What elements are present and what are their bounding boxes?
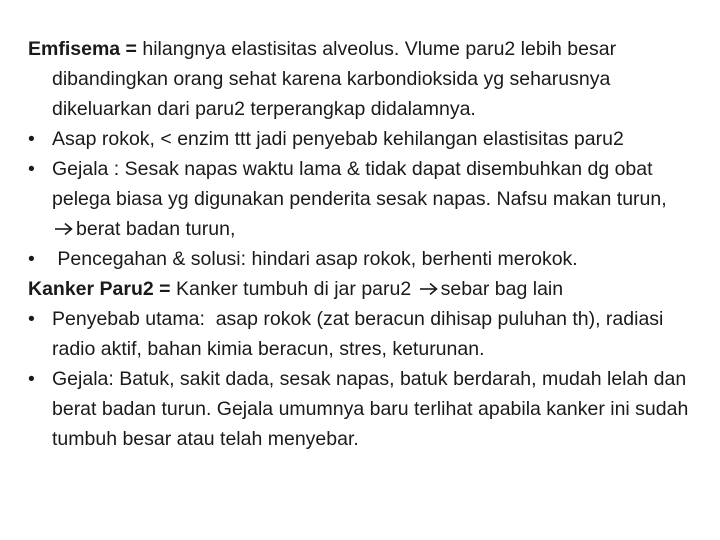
bullet-icon: • — [28, 368, 35, 390]
emfisema-term: Emfisema — [28, 38, 121, 60]
bullet-icon: • — [28, 308, 35, 330]
kanker-separator: = — [153, 278, 176, 300]
emfisema-separator: = — [120, 38, 143, 60]
bullet-text: Asap rokok, < enzim ttt jadi penyebab kehilangan elastisitas paru2 — [52, 128, 624, 150]
bullet-icon: • — [28, 128, 35, 150]
right-arrow-icon — [419, 282, 439, 296]
emfisema-paragraph — [28, 34, 696, 124]
kanker-bullet-cause — [28, 304, 696, 364]
emfisema-definition: hilangnya elastisitas alveolus. Vlume paru2 lebih besar dibandingkan orang sehat karena karbondioksida yg seharusnya dikeluarkan dari paru2 terperangkap didalamnya. — [52, 38, 617, 120]
bullet-text: Gejala : Sesak napas waktu lama & tidak dapat disembuhkan dg obat pelega biasa yg digunakan penderita sesak napas. Nafsu makan turun, — [52, 158, 667, 210]
emfisema-bullet-prevention — [28, 244, 696, 274]
emfisema-bullet-symptoms — [28, 154, 696, 244]
kanker-bullet-symptoms — [28, 364, 696, 454]
emfisema-bullet-cause — [28, 124, 696, 154]
bullet-text-continued: berat badan turun, — [76, 218, 236, 240]
kanker-paragraph — [28, 274, 696, 304]
bullet-text: Gejala: Batuk, sakit dada, sesak napas, batuk berdarah, mudah lelah dan berat badan turun. Gejala umumnya baru terlihat apabila kanker ini sudah tumbuh besar atau telah menyebar. — [52, 368, 689, 450]
bullet-text: Pencegahan & solusi: hindari asap rokok, berhenti merokok. — [52, 248, 578, 270]
bullet-icon: • — [28, 248, 35, 270]
bullet-icon: • — [28, 158, 35, 180]
right-arrow-icon — [54, 222, 74, 236]
kanker-term: Kanker Paru2 — [28, 278, 154, 300]
slide-content — [28, 34, 696, 454]
kanker-definition-continued: sebar bag lain — [440, 278, 564, 300]
bullet-text: Penyebab utama: asap rokok (zat beracun dihisap puluhan th), radiasi radio aktif, bahan kimia beracun, stres, keturunan. — [52, 308, 669, 360]
kanker-definition: Kanker tumbuh di jar paru2 — [175, 278, 417, 300]
